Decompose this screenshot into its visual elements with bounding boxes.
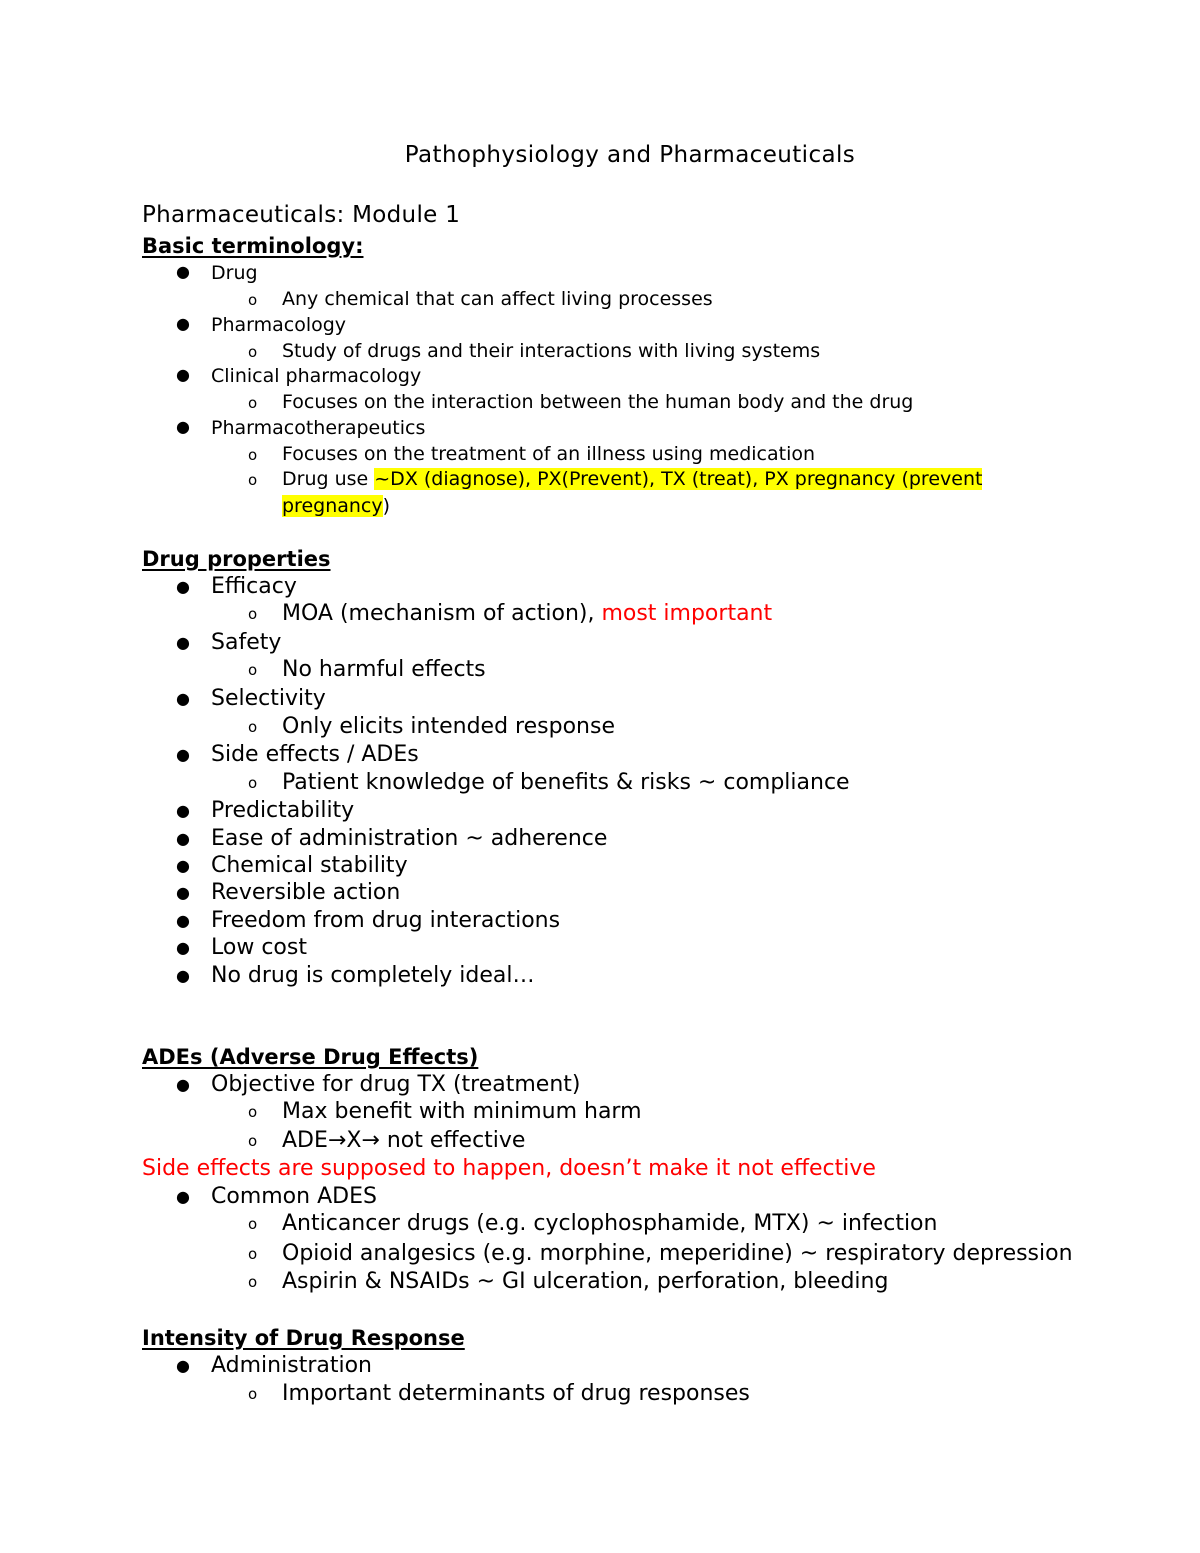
property-label: Safety — [211, 630, 282, 655]
intensity-detail: Important determinants of drug responses — [282, 1381, 750, 1406]
bullet-icon: ● — [176, 856, 190, 875]
highlighted-text: ~DX (diagnose), PX(Prevent), TX (treat), PX pregnancy (prevent — [374, 468, 983, 490]
ade-detail: Anticancer drugs (e.g. cyclophosphamide, MTX) ~ infection — [282, 1211, 938, 1236]
ade-detail: Max benefit with minimum harm — [282, 1099, 642, 1124]
bullet-icon: ● — [176, 801, 190, 820]
page-title: Pathophysiology and Pharmaceuticals — [404, 142, 856, 168]
circle-bullet-icon: o — [248, 661, 258, 679]
bullet-icon: ● — [176, 577, 190, 596]
property-label: Side effects / ADEs — [211, 742, 419, 767]
term-label: Clinical pharmacology — [211, 365, 422, 387]
property-label: Reversible action — [211, 880, 401, 905]
circle-bullet-icon: o — [248, 471, 258, 489]
moa-line — [282, 601, 772, 626]
ade-detail: Aspirin & NSAIDs ~ GI ulceration, perforation, bleeding — [282, 1269, 889, 1294]
section-heading-ades: ADEs (Adverse Drug Effects) — [142, 1045, 479, 1069]
module-title: Pharmaceuticals: Module 1 — [142, 202, 461, 228]
section-heading-intensity: Intensity of Drug Response — [142, 1326, 465, 1350]
circle-bullet-icon: o — [248, 1385, 258, 1403]
bullet-icon: ● — [176, 365, 190, 384]
closing-paren: ) — [382, 495, 391, 517]
bullet-icon: ● — [176, 633, 190, 652]
property-label: Freedom from drug interactions — [211, 908, 561, 933]
circle-bullet-icon: o — [248, 1103, 258, 1121]
emphasis-text: most important — [601, 601, 773, 626]
circle-bullet-icon: o — [248, 343, 258, 361]
red-note: Side effects are supposed to happen, doesn’t make it not effective — [142, 1156, 876, 1181]
circle-bullet-icon: o — [248, 1215, 258, 1233]
ade-detail: Opioid analgesics (e.g. morphine, meperidine) ~ respiratory depression — [282, 1241, 1073, 1266]
definition-text: Any chemical that can affect living processes — [282, 288, 713, 310]
intensity-point: Administration — [211, 1353, 372, 1378]
property-label: Efficacy — [211, 574, 297, 599]
property-label: Chemical stability — [211, 853, 408, 878]
drug-use-prefix: Drug use — [282, 468, 375, 490]
term-label: Pharmacotherapeutics — [211, 417, 426, 439]
drug-use-line — [282, 468, 982, 490]
section-heading-drug-properties: Drug properties — [142, 547, 331, 571]
section-heading-basic-terminology: Basic terminology: — [142, 234, 364, 258]
ade-point: Objective for drug TX (treatment) — [211, 1072, 581, 1097]
ade-detail: ADE→X→ not effective — [282, 1128, 526, 1153]
bullet-icon: ● — [176, 417, 190, 436]
circle-bullet-icon: o — [248, 446, 258, 464]
bullet-icon: ● — [176, 689, 190, 708]
circle-bullet-icon: o — [248, 1273, 258, 1291]
circle-bullet-icon: o — [248, 394, 258, 412]
moa-text: MOA (mechanism of action), — [282, 601, 602, 626]
circle-bullet-icon: o — [248, 774, 258, 792]
property-label: Selectivity — [211, 686, 326, 711]
circle-bullet-icon: o — [248, 605, 258, 623]
bullet-icon: ● — [176, 1356, 190, 1375]
circle-bullet-icon: o — [248, 291, 258, 309]
property-detail: No harmful effects — [282, 657, 486, 682]
bullet-icon: ● — [176, 883, 190, 902]
bullet-icon: ● — [176, 966, 190, 985]
property-label: Low cost — [211, 935, 307, 960]
bullet-icon: ● — [176, 314, 190, 333]
ade-point: Common ADES — [211, 1184, 377, 1209]
highlighted-text: pregnancy — [282, 495, 383, 517]
bullet-icon: ● — [176, 938, 190, 957]
property-detail: Only elicits intended response — [282, 714, 615, 739]
definition-text: Focuses on the interaction between the human body and the drug — [282, 391, 914, 413]
definition-text: Study of drugs and their interactions with living systems — [282, 340, 821, 362]
property-label: No drug is completely ideal… — [211, 963, 535, 988]
bullet-icon: ● — [176, 262, 190, 281]
bullet-icon: ● — [176, 1187, 190, 1206]
property-label: Predictability — [211, 798, 355, 823]
bullet-icon: ● — [176, 911, 190, 930]
bullet-icon: ● — [176, 745, 190, 764]
drug-use-continuation — [282, 495, 390, 517]
circle-bullet-icon: o — [248, 1132, 258, 1150]
term-label: Pharmacology — [211, 314, 347, 336]
property-detail: Patient knowledge of benefits & risks ~ compliance — [282, 770, 850, 795]
definition-text: Focuses on the treatment of an illness using medication — [282, 443, 816, 465]
bullet-icon: ● — [176, 1075, 190, 1094]
circle-bullet-icon: o — [248, 718, 258, 736]
circle-bullet-icon: o — [248, 1245, 258, 1263]
term-label: Drug — [211, 262, 258, 284]
property-label: Ease of administration ~ adherence — [211, 826, 608, 851]
bullet-icon: ● — [176, 829, 190, 848]
